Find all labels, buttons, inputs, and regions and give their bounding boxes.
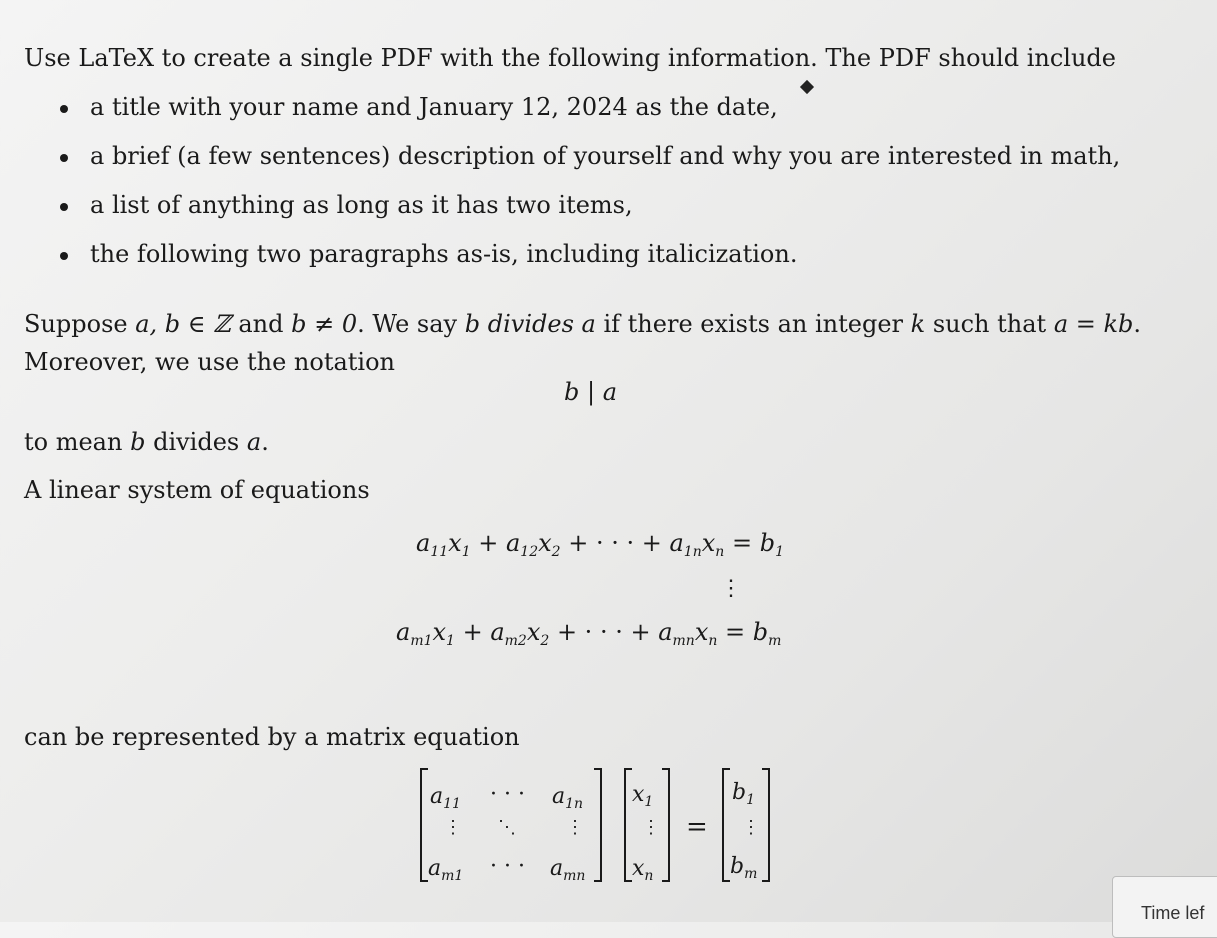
equation-vdots: ⋮	[720, 576, 742, 601]
constant-vector: $b_1$ ⋮ $b_m$	[722, 768, 770, 882]
bullet-icon	[60, 252, 68, 260]
list-item: the following two paragraphs as-is, including italicization.	[58, 240, 1120, 289]
list-item: a list of anything as long as it has two items,	[58, 191, 1120, 240]
time-left-label: Time lef	[1141, 903, 1205, 923]
equation-last-row: $a_{m1}x_1 + a_{m2}x_2$ + · · · + $a_{mn}x_n = b_m$	[396, 618, 782, 649]
instructions-intro: Use LaTeX to create a single PDF with the following information. The PDF should include	[24, 44, 1116, 72]
variable-vector: $x_1$ ⋮ $x_n$	[624, 768, 670, 882]
notation-sentence: Moreover, we use the notation	[24, 348, 396, 376]
requirements-list	[58, 93, 1120, 289]
equation-first-row: $a_{11}x_1 + a_{12}x_2$ + · · · + $a_{1n}x_n = b_1$	[416, 529, 784, 560]
divides-notation: b | a	[564, 378, 618, 406]
bullet-icon	[60, 203, 68, 211]
linear-system-intro: A linear system of equations	[24, 476, 370, 504]
list-item: a title with your name and January 12, 2024 as the date,	[58, 93, 1120, 142]
coefficient-matrix: $a_{11}$ · · · $a_{1n}$ ⋮ ⋱ ⋮ $a_{m1}$ · · · $a_{mn}$	[420, 768, 602, 882]
bullet-icon	[60, 154, 68, 162]
divisibility-definition: Suppose a, b ∈ ℤ and b ≠ 0. We say b divides a if there exists an integer k such that a = kb.	[24, 310, 1142, 338]
cursor-icon	[800, 80, 814, 94]
list-item: a brief (a few sentences) description of yourself and why you are interested in math,	[58, 142, 1120, 191]
bullet-icon	[60, 105, 68, 113]
notation-meaning: to mean b divides a.	[24, 428, 269, 456]
equals-sign: =	[686, 812, 708, 842]
time-left-panel[interactable]	[1112, 876, 1217, 938]
matrix-equation-intro: can be represented by a matrix equation	[24, 723, 520, 751]
